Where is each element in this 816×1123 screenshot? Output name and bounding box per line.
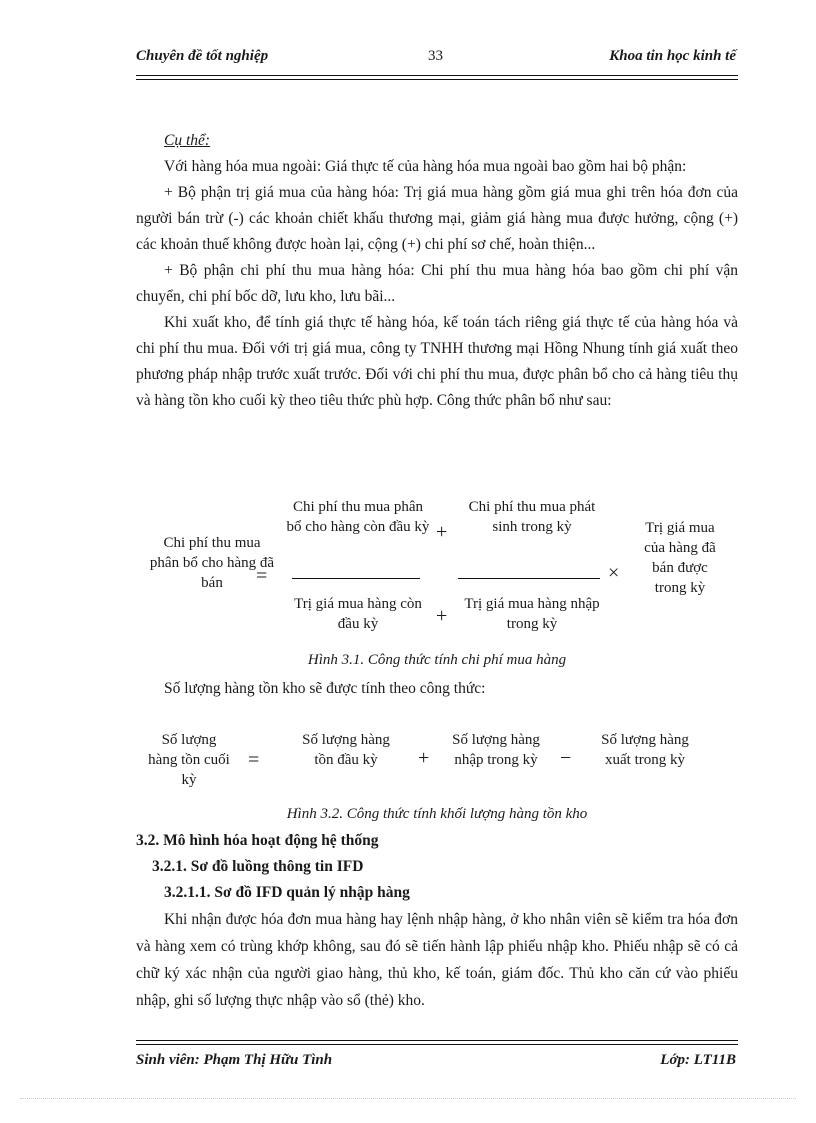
formula1-plus-bottom: + <box>436 605 448 627</box>
formula1-denominator-1: Trị giá mua hàng còn đầu kỳ <box>294 596 422 632</box>
formula1-rhs: Trị giá mua của hàng đã bán được trong kỳ <box>644 520 716 596</box>
header-rule-top <box>136 75 738 76</box>
heading-3-2: 3.2. Mô hình hóa hoạt động hệ thống <box>136 832 379 849</box>
cu-the-label: Cụ thể: <box>164 132 211 149</box>
figure-caption-3-2: Hình 3.2. Công thức tính khối lượng hàng tồn kho <box>286 806 588 822</box>
page-number: 33 <box>428 48 443 64</box>
formula2-term-4: Số lượng hàng xuất trong kỳ <box>601 732 689 768</box>
paragraph-1: Với hàng hóa mua ngoài: Giá thực tế của hàng hóa mua ngoài bao gồm hai bộ phận: <box>164 158 687 175</box>
footer-rule-top <box>136 1040 738 1041</box>
footer-class: Lớp: LT11B <box>660 1052 736 1068</box>
formula2-intro: Số lượng hàng tồn kho sẽ được tính theo công thức: <box>164 680 486 697</box>
formula2-equals: = <box>248 749 260 771</box>
formula1-fraction-line-1 <box>292 578 420 579</box>
formula1-equals: = <box>256 565 268 587</box>
paragraph-3: + Bộ phận chi phí thu mua hàng hóa: Chi phí thu mua hàng hóa bao gồm chi phí vận chuyển, chi phí bốc dỡ, lưu kho, lưu bãi... <box>136 262 738 305</box>
formula1-lhs: Chi phí thu mua phân bổ cho hàng đã bán <box>149 535 275 591</box>
paragraph-final: Khi nhận được hóa đơn mua hàng hay lệnh nhập hàng, ở kho nhân viên sẽ kiểm tra hóa đơn và hàng xem có trùng khớp không, sau đó sẽ tiến hành lập phiếu nhập kho. Phiếu nhập sẽ có cả chữ ký xác nhận của người giao hàng, thủ kho, kế toán, giám đốc. Thủ kho căn cứ vào phiếu nhập, ghi số lượng thực nhập vào sổ (thẻ) kho. <box>136 911 738 1009</box>
formula1-fraction-line-2 <box>458 578 600 579</box>
paragraph-2: + Bộ phận trị giá mua của hàng hóa: Trị giá mua hàng gồm giá mua ghi trên hóa đơn của người bán trừ (-) các khoản chiết khấu thương mại, giảm giá hàng mua được hưởng, cộng (+) các khoản thuế không được hoàn lại, cộng (+) chi phí sơ chế, hoàn thiện... <box>136 184 738 253</box>
paragraph-4: Khi xuất kho, để tính giá thực tế hàng hóa, kế toán tách riêng giá thực tế của hàng hóa và chi phí thu mua. Đối với trị giá mua, công ty TNHH thương mại Hồng Nhung tính giá xuất theo phương pháp nhập trước xuất trước. Đối với chi phí thu mua, được phân bổ cho cả hàng tiêu thụ và hàng tồn kho cuối kỳ theo tiêu thức phù hợp. Công thức phân bổ như sau: <box>136 314 738 409</box>
heading-3-2-1: 3.2.1. Sơ đồ luồng thông tin IFD <box>152 858 364 875</box>
formula2-plus: + <box>418 747 430 769</box>
footer-rule-bottom <box>136 1044 738 1045</box>
formula2-term-1: Số lượng hàng tồn cuối kỳ <box>148 732 230 788</box>
header-title: Chuyên đề tốt nghiệp <box>136 48 269 64</box>
footer-student: Sinh viên: Phạm Thị Hữu Tình <box>136 1052 333 1068</box>
figure-caption-3-1: Hình 3.1. Công thức tính chi phí mua hàng <box>307 652 567 668</box>
formula1-numerator-1: Chi phí thu mua phân bổ cho hàng còn đầu kỳ <box>286 499 430 535</box>
page-bottom-border <box>20 1098 796 1099</box>
formula2-minus: − <box>560 747 572 769</box>
heading-3-2-1-1: 3.2.1.1. Sơ đồ IFD quản lý nhập hàng <box>164 884 410 901</box>
formula1-numerator-2: Chi phí thu mua phát sinh trong kỳ <box>468 499 596 535</box>
formula1-denominator-2: Trị giá mua hàng nhập trong kỳ <box>464 596 600 632</box>
formula1-times: × <box>608 562 620 584</box>
body-text <box>136 128 738 414</box>
header-rule-bottom <box>136 79 738 80</box>
formula2-term-3: Số lượng hàng nhập trong kỳ <box>452 732 540 768</box>
header-department: Khoa tin học kinh tế <box>609 48 736 64</box>
formula1-plus-top: + <box>436 521 448 543</box>
formula2-term-2: Số lượng hàng tồn đầu kỳ <box>302 732 390 768</box>
